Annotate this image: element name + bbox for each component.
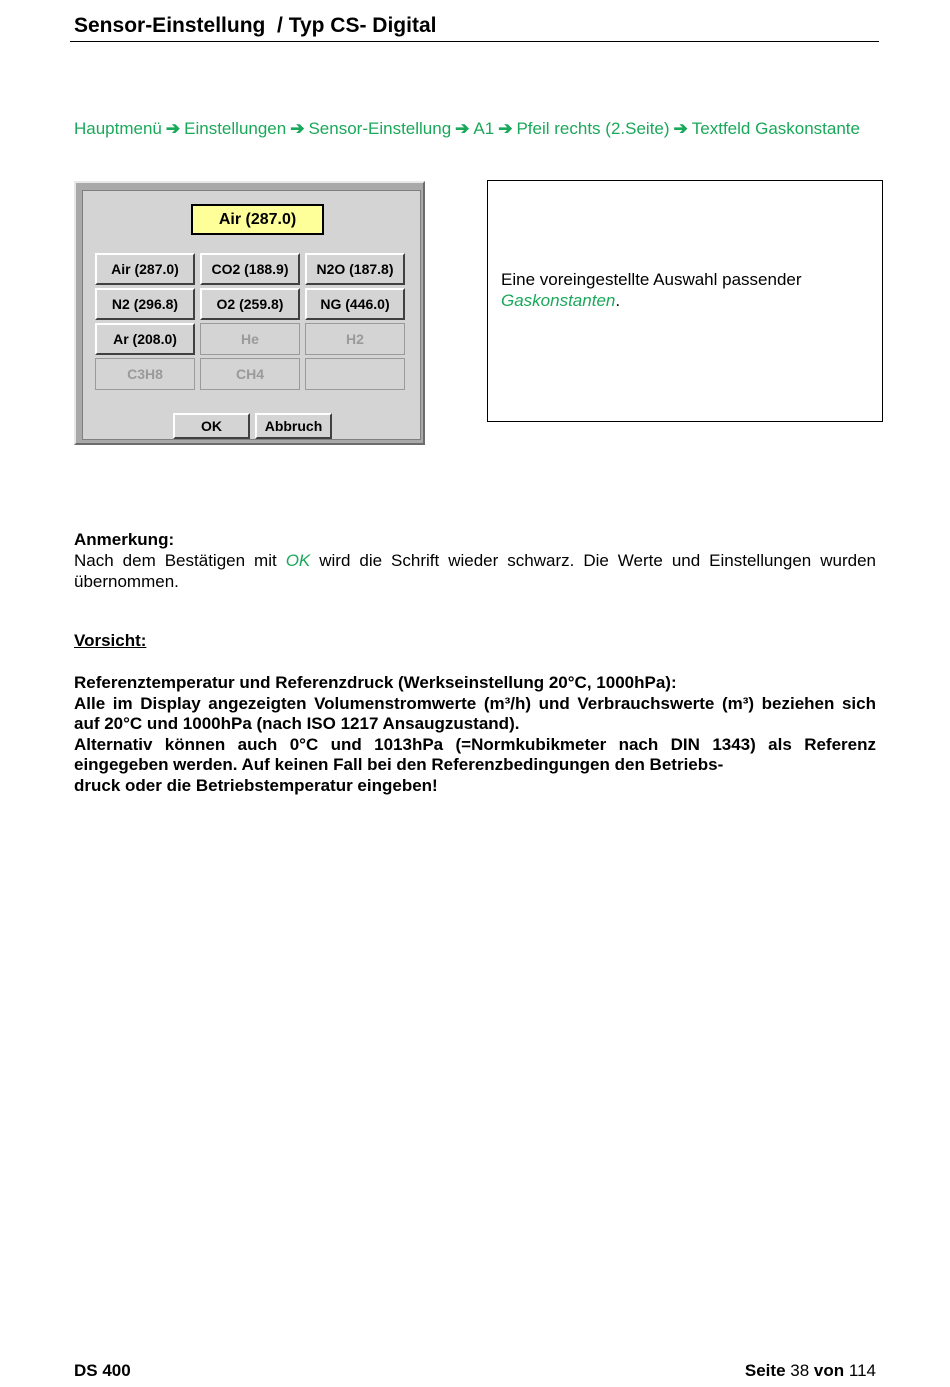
note-heading: Anmerkung: — [74, 530, 175, 549]
note-text-start: Nach dem Bestätigen mit — [74, 551, 277, 570]
arrow-right-icon: ➔ — [165, 119, 181, 138]
footer-page-number — [745, 1361, 876, 1381]
caution-line-1: Referenztemperatur und Referenzdruck (Werkseinstellung 20°C, 1000hPa): — [74, 673, 677, 692]
device-screenshot-panel — [74, 181, 425, 445]
info-text-main: Eine voreingestellte Auswahl passender — [501, 270, 802, 289]
caution-heading: Vorsicht: — [74, 631, 147, 650]
breadcrumb-item: Pfeil rechts (2.Seite) — [516, 119, 670, 138]
gas-button-empty — [305, 358, 405, 390]
gas-constant-dialog — [82, 190, 421, 440]
gas-button-h2: H2 — [305, 323, 405, 355]
gas-button-co2[interactable]: CO2 (188.9) — [200, 253, 300, 285]
gas-button-ch4: CH4 — [200, 358, 300, 390]
breadcrumb-item: Textfeld Gaskonstante — [691, 119, 860, 138]
footer-page-current: 38 — [790, 1361, 810, 1380]
gas-button-n2o[interactable]: N2O (187.8) — [305, 253, 405, 285]
info-box — [487, 180, 883, 422]
footer-page-word: Seite — [744, 1361, 786, 1380]
cancel-button[interactable]: Abbruch — [255, 413, 332, 439]
caution-line-2: Alle im Display angezeigten Volumenstromwerte (m³/h) und Verbrauchswerte (m³) beziehen sich auf 20°C und 1000hPa (nach ISO 1217 Ansaugzustand). — [74, 693, 876, 733]
note-text — [74, 550, 876, 592]
gas-button-ng[interactable]: NG (446.0) — [305, 288, 405, 320]
arrow-right-icon: ➔ — [290, 119, 305, 138]
info-text — [501, 269, 802, 311]
breadcrumb-item: Hauptmenü — [74, 119, 162, 138]
footer-device-name: DS 400 — [74, 1361, 131, 1380]
header-divider — [70, 41, 879, 42]
footer-page-total: 114 — [848, 1361, 876, 1380]
footer-of-word: von — [813, 1361, 845, 1380]
gas-button-o2[interactable]: O2 (259.8) — [200, 288, 300, 320]
ok-button[interactable]: OK — [173, 413, 250, 439]
breadcrumb — [74, 118, 864, 139]
arrow-right-icon: ➔ — [498, 119, 513, 138]
gas-button-n2[interactable]: N2 (296.8) — [95, 288, 195, 320]
page-title: Sensor-Einstellung / Typ CS- Digital — [74, 14, 437, 37]
selected-gas-value: Air (287.0) — [191, 204, 324, 235]
gas-button-ar[interactable]: Ar (208.0) — [95, 323, 195, 355]
breadcrumb-item: Einstellungen — [184, 119, 287, 138]
caution-line-3: Alternativ können auch 0°C und 1013hPa (=Normkubikmeter nach DIN 1343) als Referenz eingegeben werden. Auf keinen Fall bei den Referenzbedingungen den Betriebs- — [74, 734, 876, 774]
arrow-right-icon: ➔ — [455, 119, 470, 138]
info-highlight: Gaskonstanten — [501, 291, 616, 310]
arrow-right-icon: ➔ — [673, 119, 688, 138]
breadcrumb-item: A1 — [473, 119, 495, 138]
caution-text — [74, 673, 876, 796]
gas-button-c3h8: C3H8 — [95, 358, 195, 390]
caution-line-4: druck oder die Betriebstemperatur eingeben! — [74, 775, 438, 795]
breadcrumb-item: Sensor-Einstellung — [308, 119, 452, 138]
gas-button-air[interactable]: Air (287.0) — [95, 253, 195, 285]
note-text-end: wird die Schrift wieder schwarz. Die Werte und Einstellungen wurden übernommen. — [74, 551, 876, 591]
note-ok-highlight: OK — [285, 551, 311, 570]
gas-button-he: He — [200, 323, 300, 355]
info-period: . — [615, 291, 621, 310]
